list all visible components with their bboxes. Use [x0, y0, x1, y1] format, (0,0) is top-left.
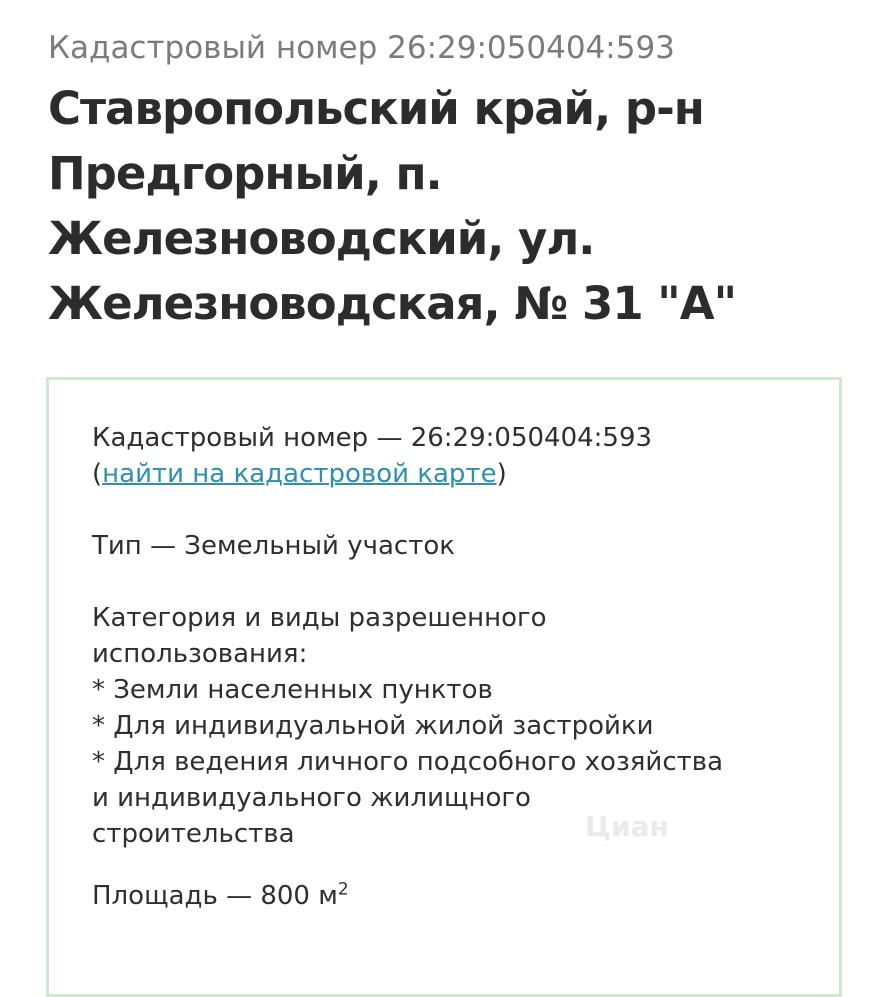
area-row	[92, 878, 812, 914]
address-line: Железноводская, № 31 "А"	[48, 277, 737, 330]
map-link-row	[92, 456, 812, 492]
category-heading: Категория и виды разрешенного	[92, 603, 547, 633]
area-value: Площадь — 800 м	[92, 881, 338, 911]
cadastral-subtitle: Кадастровый номер 26:29:050404:593	[48, 30, 675, 66]
address-line: Железноводский, ул.	[48, 212, 595, 265]
open-paren: (	[92, 459, 103, 489]
address-line: Ставропольский край, р-н	[48, 82, 704, 135]
category-item: * Для индивидуальной жилой застройки	[92, 711, 654, 741]
category-item-cont: строительства	[92, 819, 295, 849]
property-info-card	[46, 377, 842, 997]
category-item: * Для ведения личного подсобного хозяйства	[92, 747, 724, 777]
cadastral-number-row: Кадастровый номер — 26:29:050404:593	[92, 423, 653, 453]
category-item: * Земли населенных пунктов	[92, 675, 493, 705]
type-row: Тип — Земельный участок	[92, 531, 455, 561]
address-heading	[48, 76, 848, 336]
close-paren: )	[496, 459, 507, 489]
property-info-body	[92, 420, 812, 914]
cian-watermark: Циан	[585, 810, 669, 843]
area-unit-superscript: 2	[337, 879, 349, 900]
category-item-cont: и индивидуального жилищного	[92, 783, 531, 813]
address-line: Предгорный, п.	[48, 147, 442, 200]
category-heading-cont: использования:	[92, 639, 308, 669]
cadastral-map-link[interactable]: найти на кадастровой карте	[102, 459, 497, 489]
